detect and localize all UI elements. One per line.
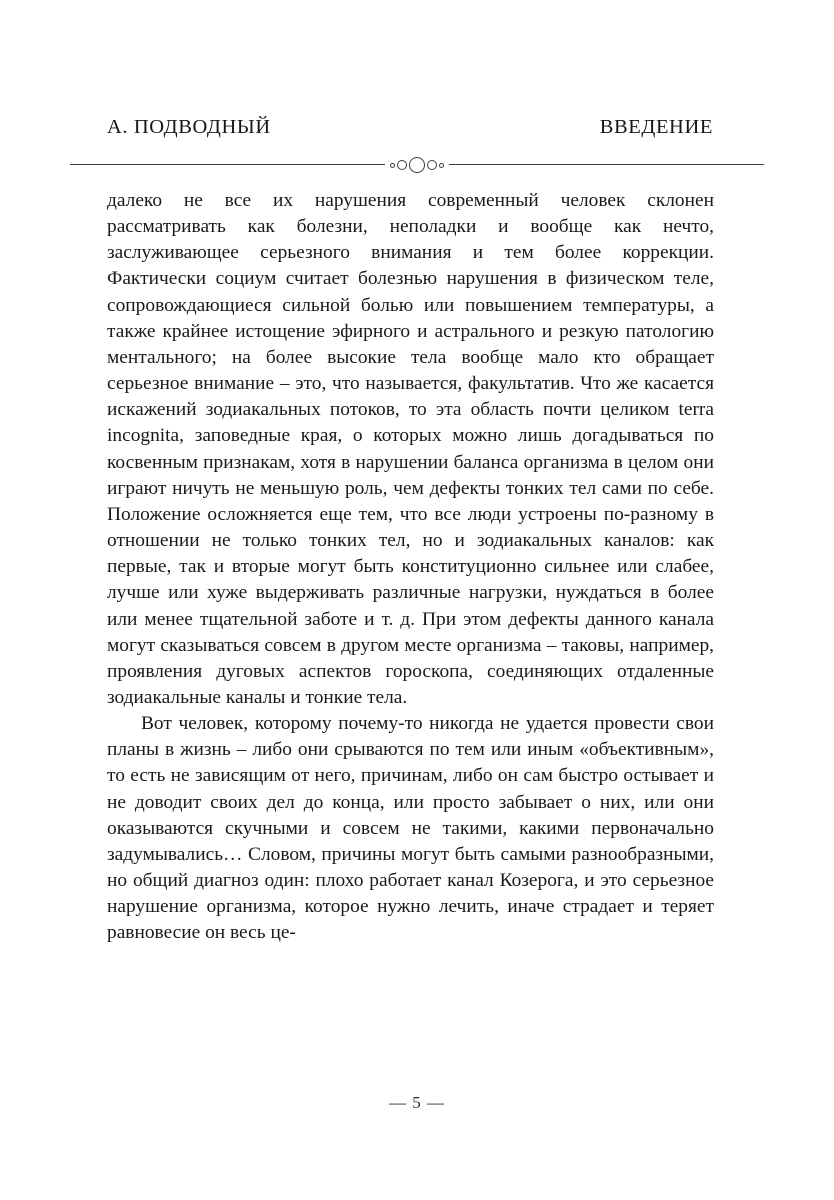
page-number: — 5 —	[389, 1093, 445, 1112]
ornament-circle-small-right	[439, 163, 444, 168]
circle-chain-icon	[385, 154, 449, 176]
paragraph-new: Вот человек, которому почему-то никогда не удается провести свои планы в жизнь – либо они срываются по тем или иным «объективным», то есть не зависящим от него, причинам, либо он сам быстро остывает и не доводит своих дел до конца, или просто забывает о них, или они оказываются скучными и совсем не такими, какими первоначально задумывались… Словом, причины могут быть самыми разнообразными, но общий диагноз один: плохо работает канал Козерога, и это серьезное нарушение организма, которое нужно лечить, иначе страдает и теряет равновесие он весь це-	[107, 713, 714, 944]
paragraph-continued: далеко не все их нарушения современный человек склонен рассматривать как болезни, неполадки и вообще как нечто, заслуживающее серьезного внимания и тем более коррекции. Фактически социум считает болезнью нарушения в физическом теле, сопровождающиеся сильной болью или повышением температуры, а также крайнее истощение эфирного и астрального и резкую патологию ментального; на более высокие тела вообще мало кто обращает серьезное внимание – это, что называется, факультатив. Что же касается искажений зодиакальных потоков, то эта область почти целиком terra incognita, заповедные края, о которых можно лишь догадываться по косвенным признакам, хотя в нарушении баланса организма в целом они играют ничуть не меньшую роль, чем дефекты тонких тел сами по себе. Положение осложняется еще тем, что все люди устроены по-разному в отношении не только тонких тел, но и зодиакальных каналов: как первые, так и вторые могут быть конституционно сильнее или слабее, лучше или хуже выдерживать различные нагрузки, нуждаться в более или менее тщательной заботе и т. д. При этом дефекты данного канала могут сказываться совсем в другом месте организма – таковы, например, проявления дуговых аспектов гороскопа, соединяющих отдаленные зодиакальные каналы и тонкие тела.	[107, 190, 714, 708]
ornament-circle-large-center	[409, 157, 425, 173]
ornament-circle-small-left	[390, 163, 395, 168]
body-text-column	[107, 188, 714, 947]
ornament-circle-medium-right	[427, 160, 437, 170]
running-head	[107, 116, 713, 139]
ornamental-divider	[70, 154, 764, 176]
ornament-circle-medium-left	[397, 160, 407, 170]
running-head-author: А. ПОДВОДНЫЙ	[107, 116, 271, 138]
running-head-section: ВВЕДЕНИЕ	[599, 116, 713, 138]
